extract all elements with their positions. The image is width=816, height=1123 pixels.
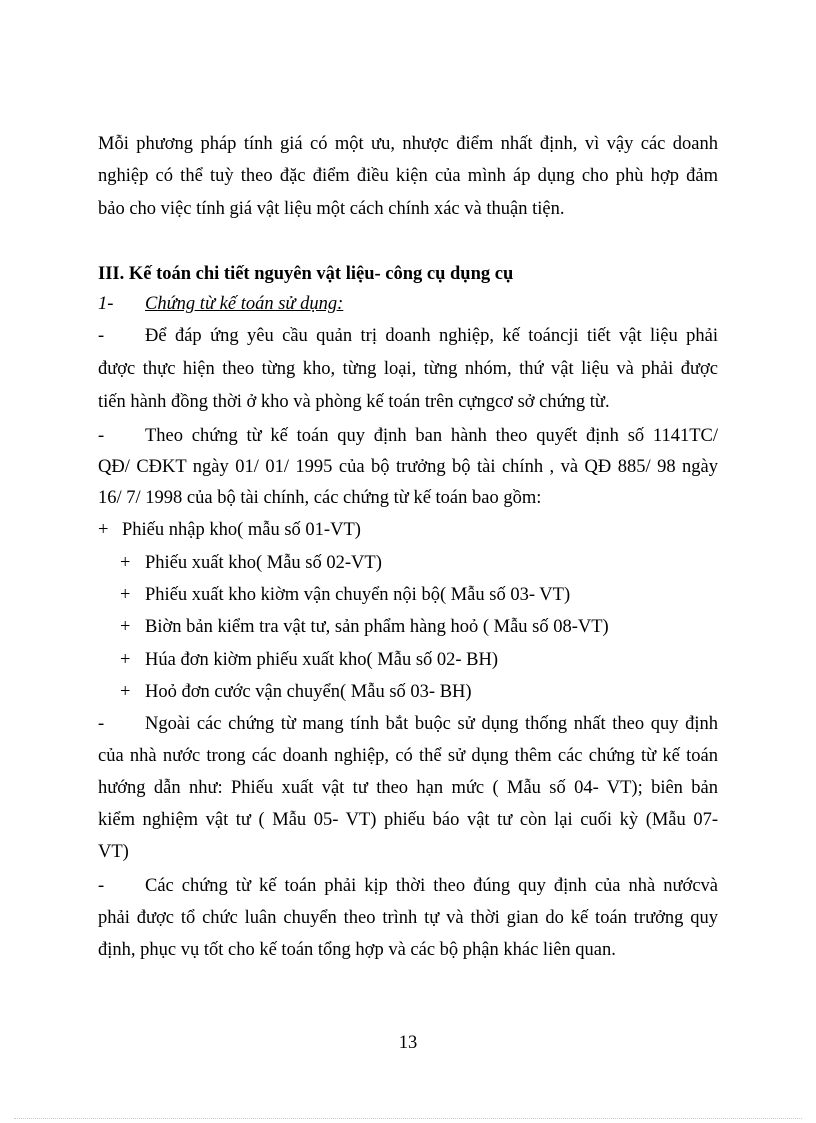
document-list-item: Phiếu xuất kho kiờm vận chuyển nội bộ( Mẫu số 03- VT) bbox=[145, 585, 571, 605]
subsection-title: Chứng từ kế toán sử dụng: bbox=[145, 294, 344, 314]
dash-bullet: - bbox=[98, 426, 105, 446]
plus-bullet: + bbox=[120, 682, 131, 702]
paragraph-line: Mỗi phương pháp tính giá có một ưu, nhược điểm nhất định, vì vậy các doanh bbox=[98, 134, 718, 154]
bullet-line: Để đáp ứng yêu cầu quản trị doanh nghiệp, kế toáncji tiết vật liệu phải bbox=[145, 326, 718, 346]
dash-bullet: - bbox=[98, 714, 105, 734]
page-bottom-rule bbox=[14, 1118, 802, 1119]
bullet-line: định, phục vụ tốt cho kế toán tổng hợp và các bộ phận khác liên quan. bbox=[98, 940, 616, 960]
bullet-line: Các chứng từ kế toán phải kịp thời theo đúng quy định của nhà nướcvà bbox=[145, 876, 718, 896]
plus-bullet: + bbox=[120, 553, 131, 573]
plus-bullet: + bbox=[98, 520, 109, 540]
subsection-heading bbox=[98, 292, 343, 316]
subsection-number: 1- bbox=[98, 294, 114, 314]
bullet-line: Ngoài các chứng từ mang tính bắt buộc sử dụng thống nhất theo quy định bbox=[145, 714, 718, 734]
document-list-item: Phiếu nhập kho( mẫu số 01-VT) bbox=[122, 520, 361, 540]
bullet-line: 16/ 7/ 1998 của bộ tài chính, các chứng từ kế toán bao gồm: bbox=[98, 488, 542, 508]
dash-bullet: - bbox=[98, 326, 105, 346]
bullet-line: VT) bbox=[98, 842, 129, 862]
dash-bullet: - bbox=[98, 876, 105, 896]
bullet-line: QĐ/ CĐKT ngày 01/ 01/ 1995 của bộ trưởng bộ tài chính , và QĐ 885/ 98 ngày bbox=[98, 457, 718, 477]
document-list-item: Húa đơn kiờm phiếu xuất kho( Mẫu số 02- BH) bbox=[145, 650, 499, 670]
paragraph-line: nghiệp có thể tuỳ theo đặc điểm điều kiện của mình áp dụng cho phù hợp đảm bbox=[98, 166, 718, 186]
document-list-item: Biờn bản kiểm tra vật tư, sản phẩm hàng hoỏ ( Mẫu số 08-VT) bbox=[145, 617, 609, 637]
document-list-item: Phiếu xuất kho( Mẫu số 02-VT) bbox=[145, 553, 382, 573]
document-list-item: Hoỏ đơn cước vận chuyển( Mẫu số 03- BH) bbox=[145, 682, 472, 702]
bullet-line: Theo chứng từ kế toán quy định ban hành theo quyết định số 1141TC/ bbox=[145, 426, 718, 446]
plus-bullet: + bbox=[120, 617, 131, 637]
plus-bullet: + bbox=[120, 585, 131, 605]
section-heading: III. Kế toán chi tiết nguyên vật liệu- công cụ dụng cụ bbox=[98, 264, 514, 284]
bullet-line: tiến hành đồng thời ở kho và phòng kế toán trên cựngcơ sở chứng từ. bbox=[98, 392, 610, 412]
bullet-line: được thực hiện theo từng kho, từng loại, từng nhóm, thứ vật liệu và phải được bbox=[98, 359, 718, 379]
page-number: 13 bbox=[398, 1033, 418, 1053]
bullet-line: phải được tổ chức luân chuyển theo trình tự và thời gian do kế toán trưởng quy bbox=[98, 908, 718, 928]
bullet-line: kiểm nghiệm vật tư ( Mẫu 05- VT) phiếu báo vật tư còn lại cuối kỳ (Mẫu 07- bbox=[98, 810, 718, 830]
bullet-line: hướng dẫn như: Phiếu xuất vật tư theo hạn mức ( Mẫu số 04- VT); biên bản bbox=[98, 778, 718, 798]
plus-bullet: + bbox=[120, 650, 131, 670]
bullet-line: của nhà nước trong các doanh nghiệp, có thể sử dụng thêm các chứng từ kế toán bbox=[98, 746, 718, 766]
paragraph-line: bảo cho việc tính giá vật liệu một cách chính xác và thuận tiện. bbox=[98, 199, 565, 219]
